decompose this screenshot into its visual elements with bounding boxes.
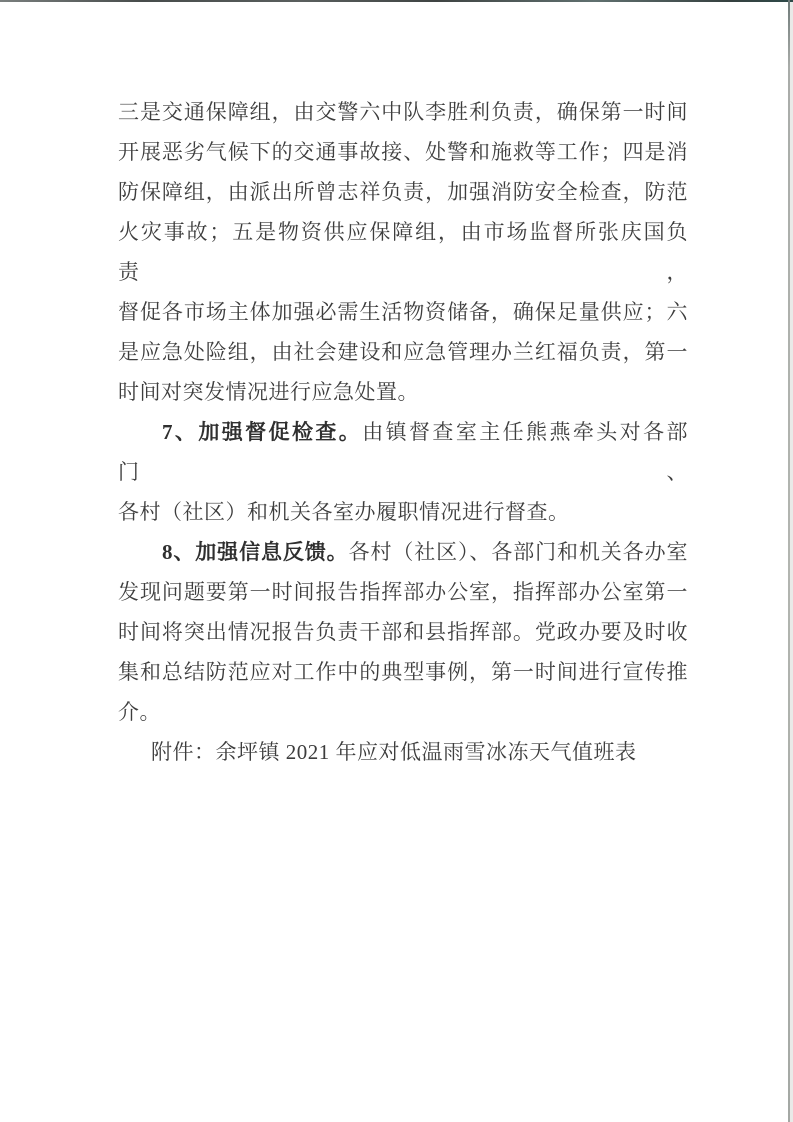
paragraph-line: 防保障组，由派出所曾志祥负责，加强消防安全检查，防范 [118, 180, 688, 204]
scan-edge-top [0, 0, 793, 2]
paragraph-line: 是应急处险组，由社会建设和应急管理办兰红福负责，第一 [118, 340, 688, 364]
scan-edge-right [788, 0, 790, 1122]
item7-heading: 7、加强督促检查。 [162, 420, 363, 444]
item8-text: 各村（社区）、各部门和机关各办室 [348, 540, 688, 564]
item8-line: 发现问题要第一时间报告指挥部办公室，指挥部办公室第一 [118, 580, 688, 604]
item8-heading: 8、加强信息反馈。 [162, 540, 349, 564]
document-body [118, 92, 688, 772]
paragraph-line: 开展恶劣气候下的交通事故接、处警和施救等工作；四是消 [118, 140, 688, 164]
paragraph-line: 督促各市场主体加强必需生活物资储备，确保足量供应；六 [118, 300, 688, 324]
paragraph-line: 时间对突发情况进行应急处置。 [118, 380, 419, 404]
item8-line: 集和总结防范应对工作中的典型事例，第一时间进行宣传推 [118, 660, 688, 684]
item7-text: 由镇督查室主任熊燕牵头对各部门、 [118, 420, 689, 484]
attachment-line: 附件：余坪镇 2021 年应对低温雨雪冰冻天气值班表 [151, 740, 637, 764]
item8-line: 介。 [118, 700, 161, 724]
item7-line [118, 412, 688, 492]
item7-line: 各村（社区）和机关各室办履职情况进行督查。 [118, 500, 570, 524]
item8-line [118, 532, 688, 572]
item8-line: 时间将突出情况报告负责干部和县指挥部。党政办要及时收 [118, 620, 688, 644]
paragraph-line: 火灾事故；五是物资供应保障组，由市场监督所张庆国负责， [118, 220, 688, 284]
paragraph-line: 三是交通保障组，由交警六中队李胜利负责，确保第一时间 [118, 100, 688, 124]
